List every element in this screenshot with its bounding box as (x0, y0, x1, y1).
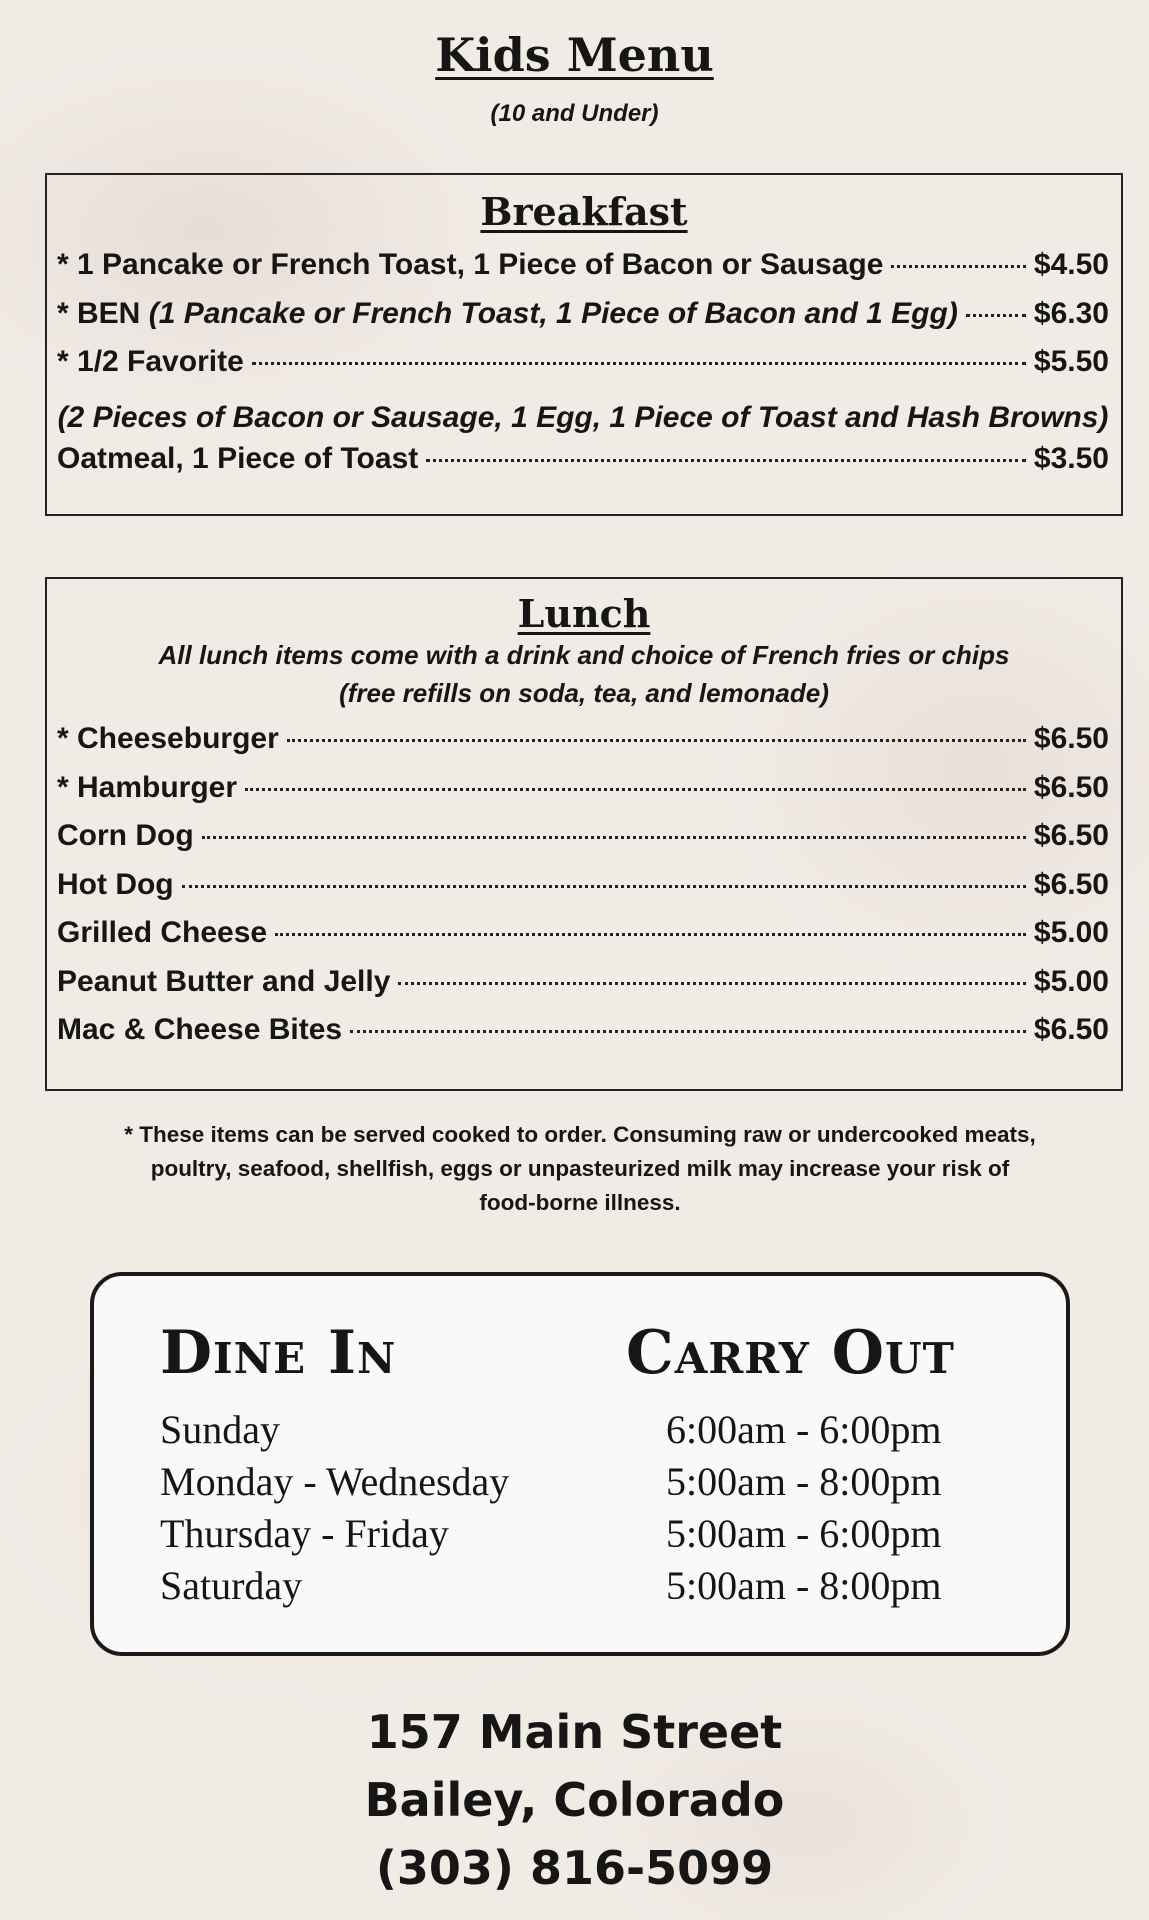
item-name: Hot Dog (57, 867, 174, 901)
hours-day: Saturday (160, 1563, 303, 1608)
item-name: * 1/2 Favorite (57, 345, 244, 378)
disclaimer-line: poultry, seafood, shellfish, eggs or unpasteurized milk may increase your risk of (150, 1156, 1010, 1181)
hours-panel (90, 1272, 1070, 1656)
carry-out-heading: Carry Out (626, 1318, 955, 1388)
item-name: Corn Dog (57, 819, 194, 852)
breakfast-section (45, 173, 1123, 516)
menu-title: Kids Menu (435, 28, 714, 82)
hours-times (666, 1404, 942, 1612)
hours-days (160, 1404, 509, 1612)
dot-leader (245, 788, 1026, 791)
disclaimer-line: * These items can be served cooked to order. Consuming raw or undercooked meats, (124, 1122, 1036, 1147)
menu-item (57, 819, 1109, 868)
street-address: 157 Main Street (366, 1705, 783, 1759)
item-price: $6.50 (1033, 1013, 1109, 1046)
item-price: $6.50 (1033, 770, 1109, 804)
breakfast-title: Breakfast (480, 189, 688, 234)
dot-leader (287, 739, 1026, 742)
item-price: $6.50 (1033, 867, 1109, 901)
menu-subtitle: (10 and Under) (490, 100, 659, 127)
menu-item (57, 345, 1109, 394)
dot-leader (398, 982, 1026, 985)
dine-in-heading: Dine In (160, 1318, 397, 1388)
item-detail: (1 Pancake or French Toast, 1 Piece of Bacon and 1 Egg) (148, 296, 958, 330)
item-name: Oatmeal, 1 Piece of Toast (57, 442, 419, 475)
item-price: $6.30 (1033, 296, 1109, 330)
item-name: Grilled Cheese (57, 916, 268, 949)
hours-time: 5:00am - 8:00pm (666, 1459, 942, 1504)
dot-leader (350, 1030, 1026, 1033)
hours-day: Thursday - Friday (160, 1511, 449, 1556)
menu-item (57, 442, 1109, 491)
item-price: $5.00 (1033, 916, 1109, 949)
item-description: (2 Pieces of Bacon or Sausage, 1 Egg, 1 Piece of Toast and Hash Browns) (57, 400, 1109, 434)
dot-leader (891, 265, 1026, 268)
dot-leader (426, 459, 1026, 462)
dot-leader (275, 933, 1026, 936)
menu-item (57, 868, 1109, 917)
item-price: $6.50 (1033, 722, 1109, 755)
item-price: $5.50 (1033, 345, 1109, 378)
hours-time: 6:00am - 6:00pm (666, 1407, 942, 1452)
menu-item (57, 297, 1109, 346)
item-name-text: * BEN (57, 296, 141, 330)
menu-item (57, 722, 1109, 771)
item-name (57, 297, 958, 331)
lunch-items (47, 722, 1121, 1062)
contact-block (0, 1698, 1149, 1902)
dot-leader (966, 314, 1026, 317)
menu-item (57, 916, 1109, 965)
dot-leader (252, 362, 1026, 365)
menu-item (57, 965, 1109, 1014)
lunch-title: Lunch (517, 591, 651, 636)
lunch-note-refills: (free refills on soda, tea, and lemonade) (339, 678, 829, 708)
item-price: $5.00 (1033, 964, 1109, 998)
item-price: $6.50 (1033, 819, 1109, 852)
menu-item (57, 248, 1109, 297)
item-name: * Cheeseburger (57, 722, 279, 755)
item-name: * 1 Pancake or French Toast, 1 Piece of Bacon or Sausage (57, 248, 884, 281)
hours-day: Monday - Wednesday (160, 1459, 510, 1504)
item-price: $3.50 (1033, 442, 1109, 475)
item-name: * Hamburger (57, 770, 238, 804)
food-safety-disclaimer (90, 1118, 1070, 1220)
item-price: $4.50 (1033, 248, 1109, 281)
lunch-section (45, 577, 1123, 1091)
hours-time: 5:00am - 8:00pm (666, 1563, 942, 1608)
breakfast-items (47, 248, 1121, 491)
hours-day: Sunday (160, 1407, 280, 1452)
disclaimer-line: food-borne illness. (479, 1190, 681, 1215)
hours-time: 5:00am - 6:00pm (666, 1511, 942, 1556)
city-state: Bailey, Colorado (364, 1773, 785, 1827)
lunch-note: All lunch items come with a drink and choice of French fries or chips (158, 640, 1010, 670)
dot-leader (202, 836, 1026, 839)
item-name: Peanut Butter and Jelly (57, 964, 391, 998)
menu-item (57, 1013, 1109, 1062)
menu-item (57, 771, 1109, 820)
item-name: Mac & Cheese Bites (57, 1013, 343, 1046)
dot-leader (182, 885, 1026, 888)
phone-number: (303) 816-5099 (375, 1841, 774, 1895)
